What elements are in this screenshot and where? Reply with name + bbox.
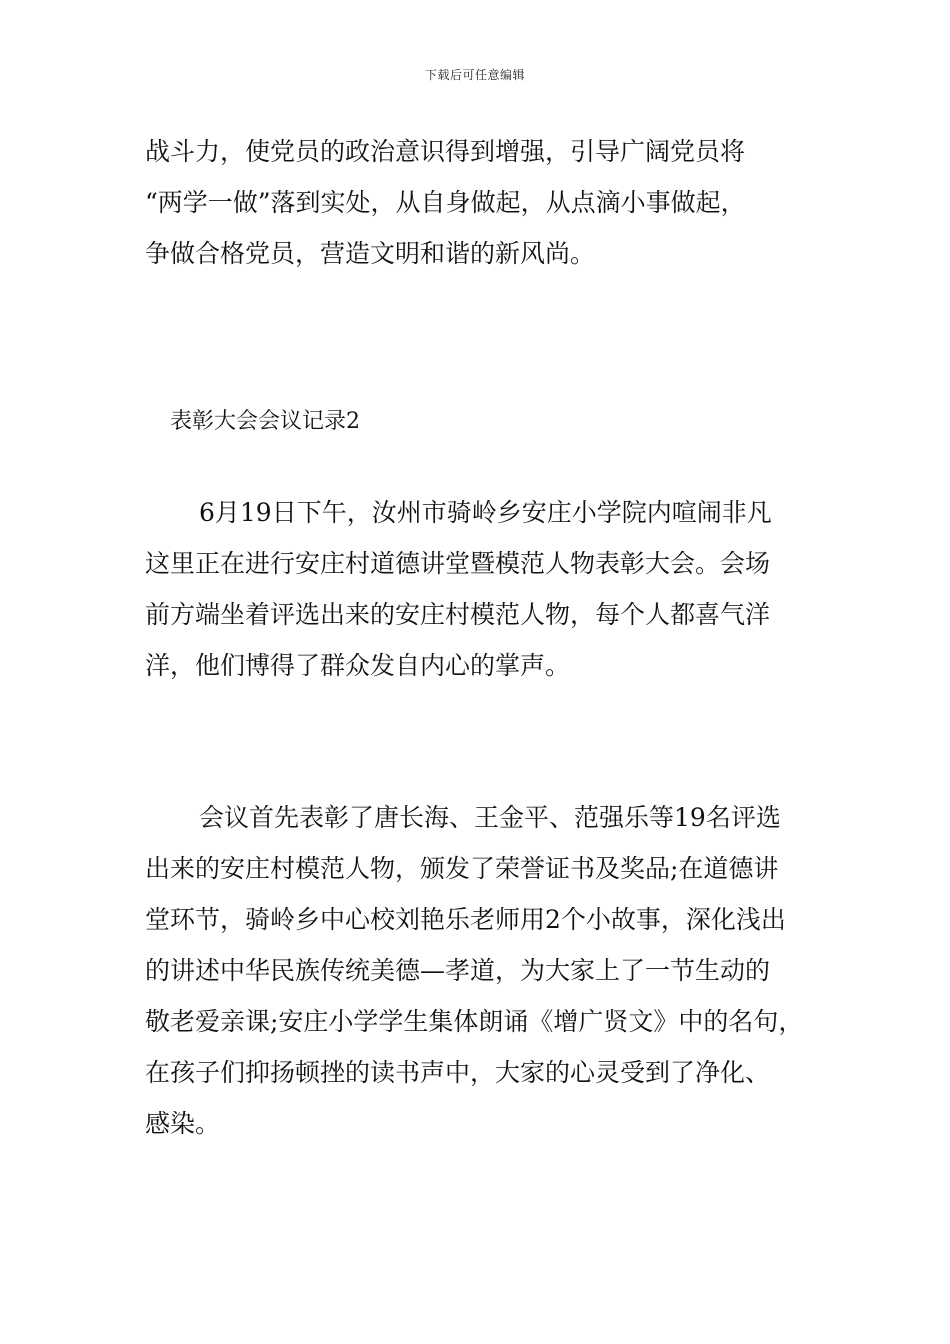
paragraph-line: 在孩子们抑扬顿挫的读书声中，大家的心灵受到了净化、 xyxy=(145,1058,771,1087)
paragraph-line: 敬老爱亲课;安庄小学学生集体朗诵《增广贤文》中的名句， xyxy=(145,1007,804,1036)
paragraph-3 xyxy=(145,792,810,1149)
paragraph-line: 感染。 xyxy=(145,1109,221,1138)
paragraph-line: 6月19日下午，汝州市骑岭乡安庄小学院内喧闹非凡 xyxy=(199,498,772,527)
paragraph-1 xyxy=(145,126,810,279)
page-header-note: 下载后可任意编辑 xyxy=(424,68,525,82)
paragraph-line: 争做合格党员，营造文明和谐的新风尚。 xyxy=(145,239,596,268)
section-title: 表彰大会会议记录2 xyxy=(170,409,360,434)
paragraph-line: 会议首先表彰了唐长海、王金平、范强乐等19名评选 xyxy=(199,803,781,832)
paragraph-line: 洋，他们博得了群众发自内心的掌声。 xyxy=(145,651,571,680)
paragraph-line: 堂环节，骑岭乡中心校刘艳乐老师用2个小故事，深化浅出 xyxy=(145,905,786,934)
document-body xyxy=(145,126,810,1149)
paragraph-line: 出来的安庄村模范人物，颁发了荣誉证书及奖品;在道德讲 xyxy=(145,854,779,883)
paragraph-line: “两学一做”落到实处，从自身做起，从点滴小事做起， xyxy=(145,188,746,217)
paragraph-2 xyxy=(145,487,810,691)
paragraph-line: 的讲述中华民族传统美德—孝道，为大家上了一节生动的 xyxy=(145,956,771,985)
paragraph-line: 战斗力，使党员的政治意识得到增强，引导广阔党员将 xyxy=(145,137,746,166)
paragraph-line: 这里正在进行安庄村道德讲堂暨模范人物表彰大会。会场 xyxy=(145,549,771,578)
paragraph-line: 前方端坐着评选出来的安庄村模范人物，每个人都喜气洋 xyxy=(145,600,771,629)
